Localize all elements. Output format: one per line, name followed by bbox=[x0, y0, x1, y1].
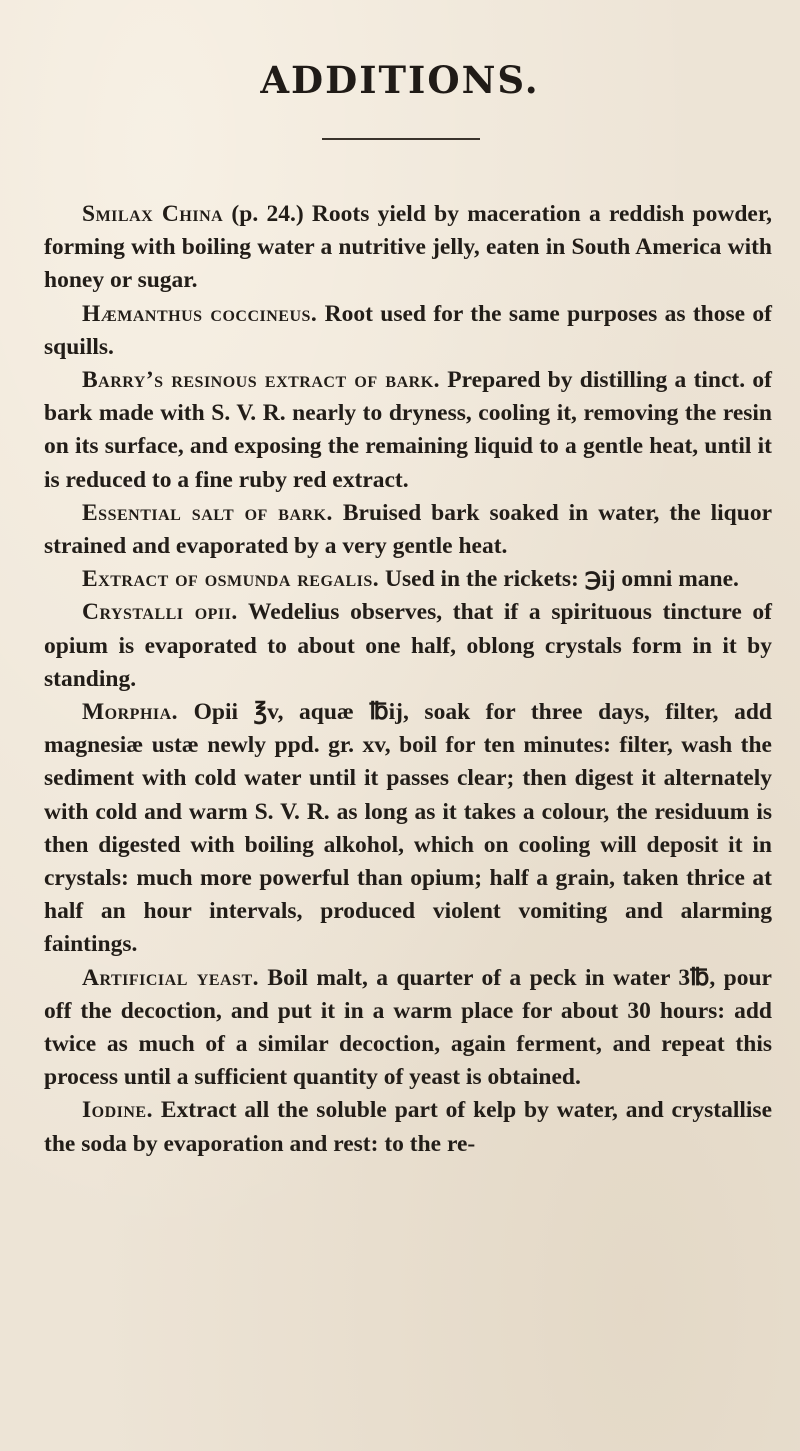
entry-text: (p. 24.) Roots yield by maceration a reddish powder, forming with boiling water a nutritive jelly, eaten in South America with honey or sugar. bbox=[44, 201, 772, 294]
entry-artificial-yeast bbox=[44, 962, 772, 1095]
entry-text: Extract all the soluble part of kelp by water, and crystallise the soda by evaporation and rest: to the re- bbox=[44, 1097, 772, 1157]
body-text bbox=[44, 198, 772, 1161]
entry-heading: Artificial yeast. bbox=[82, 964, 260, 991]
entry-text: Boil malt, a quarter of a peck in water 3℔, pour off the decoction, and put it in a warm place for about 30 hours: add twice as much of a similar decoction, again ferment, and repeat this process until a sufficient quantity of yeast is obtained. bbox=[44, 964, 772, 1091]
entry-heading: Smilax China bbox=[82, 201, 224, 227]
entry-text: Opii ℥v, aquæ ℔ij, soak for three days, filter, add magnesiæ ustæ newly ppd. gr. xv, boil for ten minutes: filter, wash the sediment with cold water until it passes clear; then digest it alternately with cold and warm S. V. R. as long as it takes a colour, the residuum is then digested with boiling alkohol, which on cooling will deposit it in crystals: much more powerful than opium; half a grain, taken thrice at half an hour intervals, produced violent vomiting and alarming faintings. bbox=[44, 699, 772, 958]
entry-barrys-extract bbox=[44, 364, 772, 497]
entry-smilax-china bbox=[44, 198, 772, 298]
entry-heading: Barry’s resinous extract of bark. bbox=[82, 367, 441, 394]
entry-haemanthus bbox=[44, 298, 772, 364]
entry-text: Prepared by distilling a tinct. of bark made with S. V. R. nearly to dryness, cooling it, removing the resin on its surface, and exposing the remaining liquid to a gentle heat, until it is reduced to a fine ruby red extract. bbox=[44, 367, 772, 493]
entry-osmunda bbox=[44, 563, 772, 596]
entry-heading: Iodine. bbox=[82, 1097, 153, 1124]
header-rule bbox=[322, 138, 480, 140]
entry-text: Used in the rickets: ℈ij omni mane. bbox=[379, 566, 739, 593]
entry-heading: Essential salt of bark. bbox=[82, 499, 333, 526]
entry-text: Bruised bark soaked in water, the liquor strained and evaporated by a very gentle heat. bbox=[44, 499, 772, 560]
entry-text: Wedelius observes, that if a spirituous tincture of opium is evaporated to about one half, oblong crystals form in it by standing. bbox=[44, 599, 772, 692]
entry-heading: Crystalli opii. bbox=[82, 599, 238, 626]
running-head: ADDITIONS. bbox=[260, 58, 540, 102]
entry-morphia bbox=[44, 696, 772, 962]
entry-heading: Morphia. bbox=[82, 699, 179, 726]
entry-heading: Hæmanthus coccineus. bbox=[82, 300, 318, 327]
entry-heading: Extract of osmunda regalis. bbox=[82, 566, 380, 593]
entry-iodine bbox=[44, 1094, 772, 1160]
entry-essential-salt bbox=[44, 497, 772, 563]
entry-text: Root used for the same purposes as those of squills. bbox=[44, 300, 772, 360]
entry-crystalli-opii bbox=[44, 596, 772, 696]
